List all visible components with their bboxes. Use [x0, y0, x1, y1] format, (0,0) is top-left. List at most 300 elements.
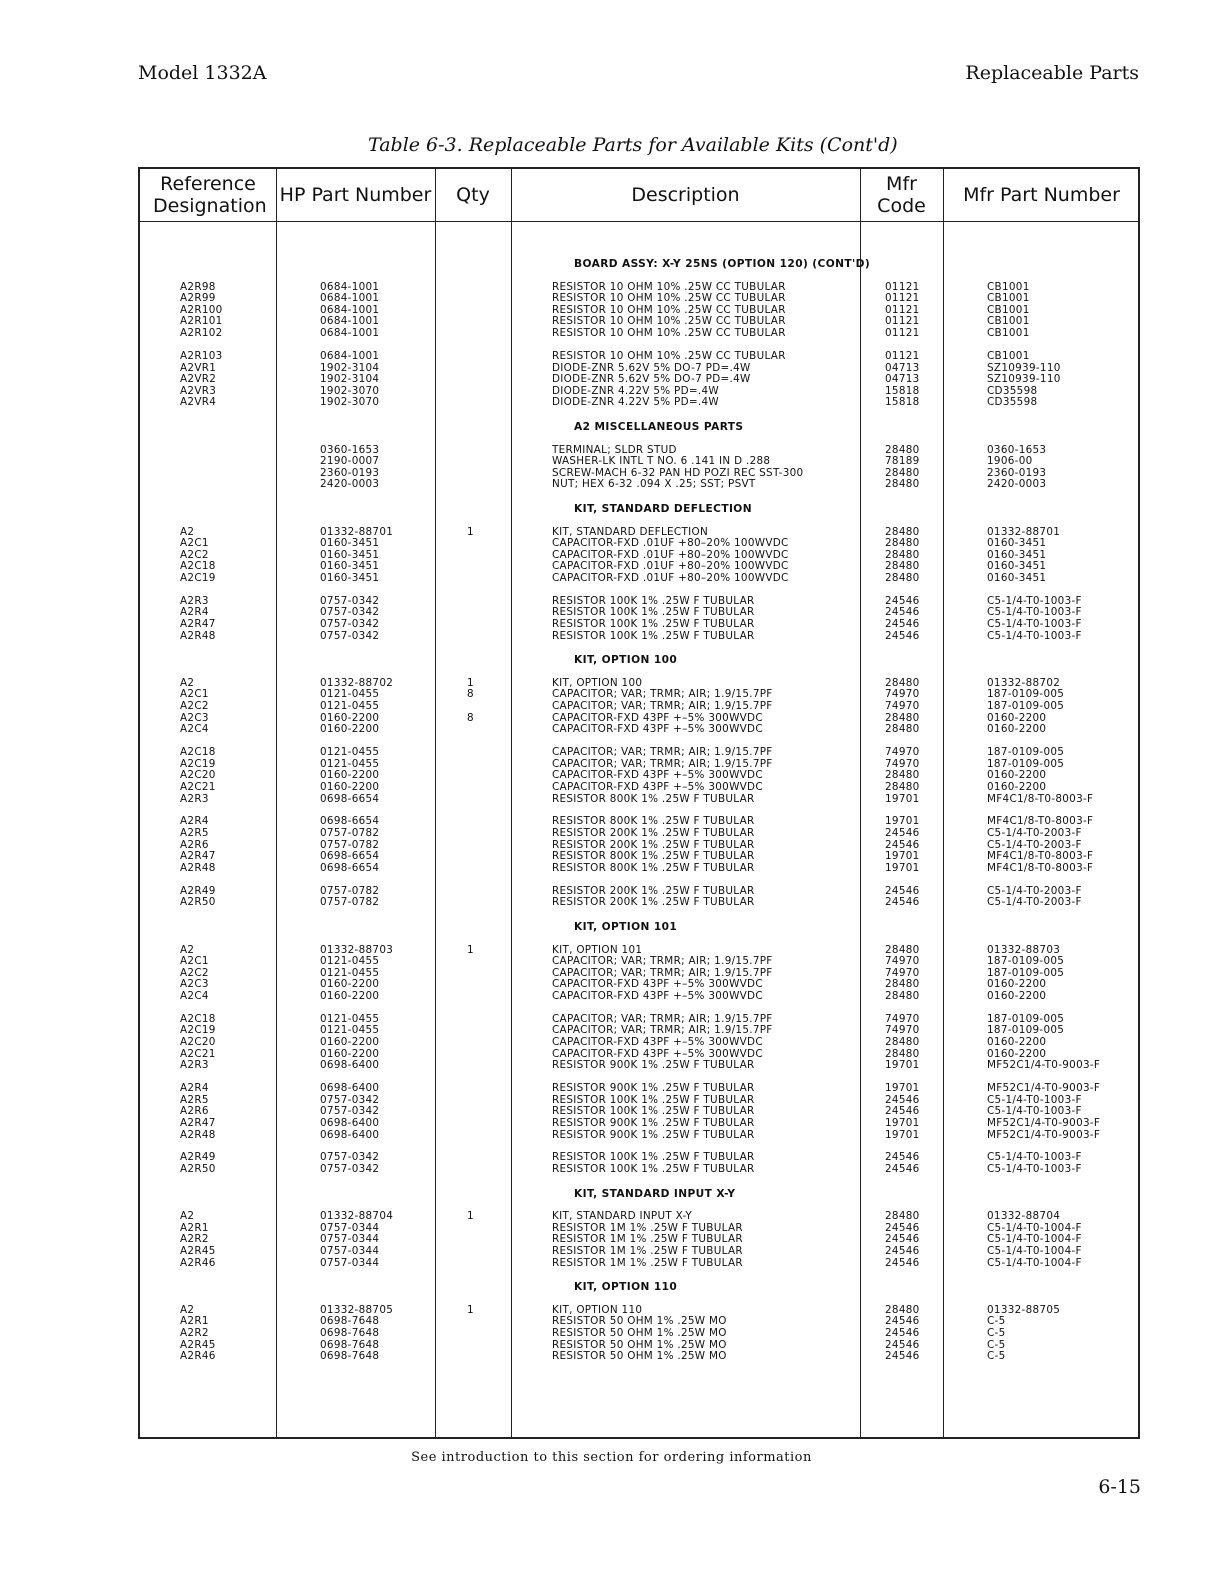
ref-cell: A2R47 — [180, 850, 216, 863]
ref-cell: A2R4 — [180, 606, 209, 619]
table-row — [140, 747, 1142, 759]
hp-part-cell: 0160-3451 — [320, 548, 380, 561]
mfr-code-cell: 04713 — [885, 373, 920, 386]
hp-part-cell: 0757-0344 — [320, 1221, 380, 1234]
mfr-code-cell: 74970 — [885, 966, 920, 979]
page-number: 6-15 — [1098, 1476, 1141, 1498]
description-cell: CAPACITOR-FXD 43PF +–5% 300WVDC — [552, 723, 763, 736]
ref-cell: A2R48 — [180, 629, 216, 642]
mfr-part-cell: 01332-88705 — [987, 1303, 1061, 1316]
description-cell: CAPACITOR-FXD .01UF +80–20% 100WVDC — [552, 560, 789, 573]
hp-part-cell: 0698-7648 — [320, 1315, 380, 1328]
mfr-part-cell: C-5 — [987, 1315, 1006, 1328]
column-header-reference: Reference Designation — [153, 173, 267, 217]
table-row — [140, 1164, 1142, 1176]
hp-part-cell: 0698-6400 — [320, 1082, 380, 1095]
mfr-part-cell: C5-1/4-T0-2003-F — [987, 838, 1082, 851]
mfr-part-cell: 01332-88702 — [987, 676, 1061, 689]
mfr-part-cell: 187-0109-005 — [987, 955, 1065, 968]
mfr-part-cell: CB1001 — [987, 315, 1030, 328]
hp-part-cell: 01332-88705 — [320, 1303, 394, 1316]
hp-part-cell: 0160-2200 — [320, 723, 380, 736]
hp-part-cell: 0121-0455 — [320, 688, 380, 701]
mfr-part-cell: 187-0109-005 — [987, 966, 1065, 979]
mfr-part-cell: 0160-2200 — [987, 780, 1047, 793]
mfr-code-cell: 01121 — [885, 349, 920, 362]
parts-table — [138, 167, 1140, 1439]
description-cell: RESISTOR 200K 1% .25W F TUBULAR — [552, 827, 755, 839]
mfr-part-cell: C-5 — [987, 1350, 1006, 1363]
hp-part-cell: 0160-3451 — [320, 571, 380, 584]
mfr-part-cell: CD35598 — [987, 396, 1038, 409]
mfr-code-cell: 28480 — [885, 560, 920, 573]
description-cell: RESISTOR 10 OHM 10% .25W CC TUBULAR — [552, 315, 786, 328]
hp-part-cell: 0757-0344 — [320, 1256, 380, 1269]
table-title: Table 6-3. Replaceable Parts for Available Kits (Cont'd) — [368, 134, 898, 156]
description-cell: RESISTOR 1M 1% .25W F TUBULAR — [552, 1245, 743, 1257]
ref-cell: A2R3 — [180, 594, 209, 607]
ordering-footnote: See introduction to this section for ordering information — [411, 1450, 812, 1465]
mfr-code-cell: 74970 — [885, 700, 920, 712]
hp-part-cell: 0160-2200 — [320, 711, 380, 724]
ref-cell: A2VR1 — [180, 361, 217, 374]
ref-cell: A2R46 — [180, 1256, 216, 1269]
ref-cell: A2C18 — [180, 560, 216, 573]
mfr-part-cell: C5-1/4-T0-1003-F — [987, 618, 1082, 630]
mfr-code-cell: 24546 — [885, 1327, 920, 1339]
description-cell: KIT, STANDARD INPUT X-Y — [552, 1210, 693, 1223]
ref-cell: A2R50 — [180, 1163, 216, 1175]
mfr-part-cell: SZ10939-110 — [987, 361, 1061, 374]
hp-part-cell: 0757-0342 — [320, 1093, 380, 1106]
mfr-part-cell: 0160-3451 — [987, 548, 1047, 561]
description-cell: KIT, OPTION 101 — [552, 943, 643, 956]
description-cell: RESISTOR 200K 1% .25W F TUBULAR — [552, 896, 755, 909]
hp-part-cell: 0160-3451 — [320, 537, 380, 550]
section-heading: A2 MISCELLANEOUS PARTS — [574, 420, 744, 433]
description-cell: RESISTOR 50 OHM 1% .25W MO — [552, 1327, 727, 1339]
hp-part-cell: 2420-0003 — [320, 478, 380, 491]
description-cell: CAPACITOR-FXD .01UF +80–20% 100WVDC — [552, 548, 789, 561]
mfr-code-cell: 24546 — [885, 606, 920, 619]
mfr-code-cell: 24546 — [885, 1093, 920, 1106]
mfr-code-cell: 19701 — [885, 861, 920, 874]
mfr-code-cell: 01121 — [885, 303, 920, 316]
ref-cell: A2R49 — [180, 1151, 216, 1164]
mfr-code-cell: 24546 — [885, 618, 920, 630]
hp-part-cell: 01332-88701 — [320, 525, 394, 538]
mfr-code-cell: 24546 — [885, 1245, 920, 1257]
description-cell: DIODE-ZNR 4.22V 5% PD=.4W — [552, 396, 719, 409]
description-cell: RESISTOR 10 OHM 10% .25W CC TUBULAR — [552, 327, 786, 339]
mfr-part-cell: C5-1/4-T0-1004-F — [987, 1256, 1082, 1269]
mfr-part-cell: 0160-2200 — [987, 1036, 1047, 1048]
hp-part-cell: 0698-6654 — [320, 792, 380, 805]
column-header-mfr-part-number: Mfr Part Number — [963, 184, 1120, 206]
ref-cell: A2C18 — [180, 1012, 216, 1025]
mfr-part-cell: C5-1/4-T0-1003-F — [987, 629, 1082, 642]
mfr-code-cell: 19701 — [885, 1128, 920, 1141]
table-row — [140, 1083, 1142, 1095]
mfr-part-cell: C5-1/4-T0-1003-F — [987, 594, 1082, 607]
mfr-code-cell: 24546 — [885, 884, 920, 897]
mfr-code-cell: 28480 — [885, 1210, 920, 1223]
description-cell: RESISTOR 100K 1% .25W F TUBULAR — [552, 1093, 755, 1106]
hp-part-cell: 0698-6654 — [320, 861, 380, 874]
description-cell: RESISTOR 100K 1% .25W F TUBULAR — [552, 629, 755, 642]
mfr-part-cell: 187-0109-005 — [987, 746, 1065, 759]
mfr-code-cell: 28480 — [885, 780, 920, 793]
hp-part-cell: 0684-1001 — [320, 280, 380, 293]
mfr-part-cell: C5-1/4-T0-2003-F — [987, 884, 1082, 897]
table-row — [140, 1037, 1142, 1049]
mfr-code-cell: 28480 — [885, 769, 920, 782]
mfr-code-cell: 24546 — [885, 594, 920, 607]
hp-part-cell: 0121-0455 — [320, 966, 380, 979]
mfr-part-cell: C5-1/4-T0-1004-F — [987, 1233, 1082, 1246]
mfr-part-cell: C5-1/4-T0-1003-F — [987, 1105, 1082, 1118]
column-header-description: Description — [631, 184, 740, 206]
mfr-code-cell: 28480 — [885, 711, 920, 724]
hp-part-cell: 0121-0455 — [320, 1024, 380, 1037]
description-cell: RESISTOR 10 OHM 10% .25W CC TUBULAR — [552, 292, 786, 305]
table-row — [140, 1118, 1142, 1130]
mfr-part-cell: 0160-2200 — [987, 989, 1047, 1002]
ref-cell: A2C2 — [180, 548, 209, 561]
hp-part-cell: 0757-0342 — [320, 1105, 380, 1118]
mfr-code-cell: 19701 — [885, 1116, 920, 1129]
mfr-part-cell: 0160-2200 — [987, 723, 1047, 736]
hp-part-cell: 0160-2200 — [320, 780, 380, 793]
mfr-part-cell: C5-1/4-T0-2003-F — [987, 896, 1082, 909]
hp-part-cell: 0757-0342 — [320, 629, 380, 642]
table-row — [140, 397, 1142, 409]
ref-cell: A2R98 — [180, 280, 216, 293]
hp-part-cell: 0684-1001 — [320, 349, 380, 362]
hp-part-cell: 01332-88704 — [320, 1210, 394, 1223]
mfr-code-cell: 74970 — [885, 757, 920, 770]
mfr-code-cell: 28480 — [885, 466, 920, 479]
mfr-code-cell: 28480 — [885, 548, 920, 561]
hp-part-cell: 0757-0342 — [320, 1151, 380, 1164]
ref-cell: A2R3 — [180, 1059, 209, 1072]
hp-part-cell: 0160-3451 — [320, 560, 380, 573]
mfr-code-cell: 19701 — [885, 815, 920, 828]
table-row — [140, 794, 1142, 806]
mfr-code-cell: 19701 — [885, 1059, 920, 1072]
mfr-part-cell: MF4C1/8-T0-8003-F — [987, 815, 1094, 828]
mfr-part-cell: 187-0109-005 — [987, 1024, 1065, 1037]
mfr-code-cell: 24546 — [885, 896, 920, 909]
mfr-part-cell: 0160-3451 — [987, 571, 1047, 584]
ref-cell: A2R4 — [180, 815, 209, 828]
hp-part-cell: 0757-0782 — [320, 896, 380, 909]
mfr-code-cell: 24546 — [885, 629, 920, 642]
hp-part-cell: 0121-0455 — [320, 955, 380, 968]
section-heading: KIT, OPTION 100 — [574, 654, 678, 667]
mfr-code-cell: 28480 — [885, 478, 920, 491]
mfr-code-cell: 28480 — [885, 443, 920, 456]
mfr-part-cell: 0160-2200 — [987, 711, 1047, 724]
mfr-code-cell: 24546 — [885, 1221, 920, 1234]
description-cell: CAPACITOR; VAR; TRMR; AIR; 1.9/15.7PF — [552, 688, 773, 701]
ref-cell: A2R101 — [180, 315, 223, 328]
table-row — [140, 828, 1142, 840]
table-row — [140, 863, 1142, 875]
mfr-code-cell: 24546 — [885, 1151, 920, 1164]
ref-cell: A2R4 — [180, 1082, 209, 1095]
description-cell: KIT, STANDARD DEFLECTION — [552, 525, 709, 538]
mfr-part-cell: 0160-2200 — [987, 978, 1047, 991]
ref-cell: A2R1 — [180, 1315, 209, 1328]
hp-part-cell: 0757-0344 — [320, 1245, 380, 1257]
mfr-part-cell: 0360-1653 — [987, 443, 1047, 456]
mfr-part-cell: C5-1/4-T0-1003-F — [987, 1093, 1082, 1106]
description-cell: CAPACITOR; VAR; TRMR; AIR; 1.9/15.7PF — [552, 746, 773, 759]
mfr-code-cell: 28480 — [885, 1303, 920, 1316]
ref-cell: A2R99 — [180, 292, 216, 305]
description-cell: CAPACITOR-FXD 43PF +–5% 300WVDC — [552, 1036, 763, 1048]
table-row — [140, 991, 1142, 1003]
mfr-code-cell: 24546 — [885, 1105, 920, 1118]
qty-cell: 1 — [467, 1303, 474, 1316]
ref-cell: A2R46 — [180, 1350, 216, 1363]
table-row — [140, 374, 1142, 386]
mfr-code-cell: 74970 — [885, 688, 920, 701]
mfr-part-cell: CB1001 — [987, 280, 1030, 293]
hp-part-cell: 0698-6654 — [320, 850, 380, 863]
ref-cell: A2C20 — [180, 769, 216, 782]
ref-cell: A2R49 — [180, 884, 216, 897]
mfr-part-cell: 187-0109-005 — [987, 757, 1065, 770]
mfr-code-cell: 19701 — [885, 1082, 920, 1095]
ref-cell: A2R5 — [180, 1093, 209, 1106]
mfr-code-cell: 01121 — [885, 280, 920, 293]
mfr-part-cell: C5-1/4-T0-2003-F — [987, 827, 1082, 839]
hp-part-cell: 0160-2200 — [320, 978, 380, 991]
description-cell: CAPACITOR-FXD 43PF +–5% 300WVDC — [552, 769, 763, 782]
description-cell: CAPACITOR-FXD 43PF +–5% 300WVDC — [552, 978, 763, 991]
mfr-part-cell: 01332-88701 — [987, 525, 1061, 538]
description-cell: RESISTOR 50 OHM 1% .25W MO — [552, 1338, 727, 1351]
table-row — [140, 1130, 1142, 1142]
description-cell: RESISTOR 1M 1% .25W F TUBULAR — [552, 1233, 743, 1246]
mfr-part-cell: C5-1/4-T0-1003-F — [987, 1151, 1082, 1164]
hp-part-cell: 0757-0782 — [320, 884, 380, 897]
description-cell: RESISTOR 1M 1% .25W F TUBULAR — [552, 1221, 743, 1234]
mfr-code-cell: 01121 — [885, 327, 920, 339]
mfr-code-cell: 28480 — [885, 943, 920, 956]
hp-part-cell: 0684-1001 — [320, 303, 380, 316]
section-heading: KIT, OPTION 101 — [574, 920, 678, 933]
mfr-part-cell: 0160-2200 — [987, 769, 1047, 782]
table-row — [140, 897, 1142, 909]
qty-cell: 8 — [467, 688, 474, 701]
mfr-code-cell: 74970 — [885, 1012, 920, 1025]
ref-cell: A2VR2 — [180, 373, 217, 386]
description-cell: RESISTOR 100K 1% .25W F TUBULAR — [552, 618, 755, 630]
mfr-code-cell: 24546 — [885, 1256, 920, 1269]
ref-cell: A2R103 — [180, 349, 223, 362]
mfr-part-cell: 0160-2200 — [987, 1047, 1047, 1060]
mfr-code-cell: 19701 — [885, 850, 920, 863]
mfr-part-cell: C-5 — [987, 1327, 1006, 1339]
mfr-code-cell: 28480 — [885, 1036, 920, 1048]
mfr-part-cell: C5-1/4-T0-1003-F — [987, 1163, 1082, 1175]
description-cell: RESISTOR 100K 1% .25W F TUBULAR — [552, 606, 755, 619]
ref-cell: A2R1 — [180, 1221, 209, 1234]
description-cell: RESISTOR 800K 1% .25W F TUBULAR — [552, 792, 755, 805]
hp-part-cell: 0757-0342 — [320, 606, 380, 619]
description-cell: CAPACITOR-FXD .01UF +80–20% 100WVDC — [552, 571, 789, 584]
hp-part-cell: 0698-7648 — [320, 1327, 380, 1339]
mfr-code-cell: 74970 — [885, 1024, 920, 1037]
mfr-part-cell: CD35598 — [987, 384, 1038, 397]
mfr-code-cell: 28480 — [885, 676, 920, 689]
description-cell: RESISTOR 800K 1% .25W F TUBULAR — [552, 850, 755, 863]
table-row — [140, 479, 1142, 491]
hp-part-cell: 0684-1001 — [320, 292, 380, 305]
table-row — [140, 538, 1142, 550]
table-row — [140, 351, 1142, 363]
description-cell: DIODE-ZNR 5.62V 5% DO-7 PD=.4W — [552, 361, 751, 374]
mfr-code-cell: 24546 — [885, 838, 920, 851]
mfr-code-cell: 28480 — [885, 978, 920, 991]
ref-cell: A2C4 — [180, 989, 209, 1002]
ref-cell: A2C21 — [180, 780, 216, 793]
table-row — [140, 956, 1142, 968]
description-cell: TERMINAL; SLDR STUD — [552, 443, 677, 456]
ref-cell: A2C4 — [180, 723, 209, 736]
description-cell: RESISTOR 900K 1% .25W F TUBULAR — [552, 1059, 755, 1072]
ref-cell: A2C19 — [180, 757, 216, 770]
hp-part-cell: 0757-0782 — [320, 838, 380, 851]
ref-cell: A2R50 — [180, 896, 216, 909]
mfr-code-cell: 78189 — [885, 455, 920, 468]
ref-cell: A2R5 — [180, 827, 209, 839]
mfr-code-cell: 04713 — [885, 361, 920, 374]
ref-cell: A2R48 — [180, 1128, 216, 1141]
ref-cell: A2R102 — [180, 327, 223, 339]
hp-part-cell: 0121-0455 — [320, 1012, 380, 1025]
ref-cell: A2R47 — [180, 1116, 216, 1129]
table-row — [140, 328, 1142, 340]
description-cell: RESISTOR 800K 1% .25W F TUBULAR — [552, 815, 755, 828]
description-cell: RESISTOR 50 OHM 1% .25W MO — [552, 1350, 727, 1363]
ref-cell: A2C21 — [180, 1047, 216, 1060]
description-cell: CAPACITOR; VAR; TRMR; AIR; 1.9/15.7PF — [552, 955, 773, 968]
mfr-part-cell: 2420-0003 — [987, 478, 1047, 491]
mfr-part-cell: C5-1/4-T0-1004-F — [987, 1221, 1082, 1234]
mfr-part-cell: C5-1/4-T0-1003-F — [987, 606, 1082, 619]
description-cell: KIT, OPTION 110 — [552, 1303, 643, 1316]
mfr-part-cell: MF52C1/4-T0-9003-F — [987, 1116, 1101, 1129]
mfr-code-cell: 28480 — [885, 723, 920, 736]
mfr-part-cell: CB1001 — [987, 292, 1030, 305]
description-cell: CAPACITOR; VAR; TRMR; AIR; 1.9/15.7PF — [552, 1024, 773, 1037]
mfr-part-cell: MF4C1/8-T0-8003-F — [987, 792, 1094, 805]
page-header-model: Model 1332A — [138, 62, 267, 84]
hp-part-cell: 0684-1001 — [320, 327, 380, 339]
table-row — [140, 456, 1142, 468]
mfr-part-cell: MF52C1/4-T0-9003-F — [987, 1128, 1101, 1141]
mfr-code-cell: 19701 — [885, 792, 920, 805]
mfr-code-cell: 74970 — [885, 955, 920, 968]
mfr-part-cell: 2360-0193 — [987, 466, 1047, 479]
mfr-part-cell: CB1001 — [987, 349, 1030, 362]
hp-part-cell: 0698-6400 — [320, 1116, 380, 1129]
column-header-hp-part-number: HP Part Number — [279, 184, 432, 206]
table-row — [140, 1258, 1142, 1270]
qty-cell: 1 — [467, 676, 474, 689]
description-cell: DIODE-ZNR 5.62V 5% DO-7 PD=.4W — [552, 373, 751, 386]
ref-cell: A2C3 — [180, 711, 209, 724]
table-row — [140, 631, 1142, 643]
ref-cell: A2VR4 — [180, 396, 217, 409]
ref-cell: A2R6 — [180, 1105, 209, 1118]
description-cell: RESISTOR 10 OHM 10% .25W CC TUBULAR — [552, 349, 786, 362]
hp-part-cell: 01332-88702 — [320, 676, 394, 689]
description-cell: RESISTOR 800K 1% .25W F TUBULAR — [552, 861, 755, 874]
hp-part-cell: 0160-2200 — [320, 1036, 380, 1048]
mfr-code-cell: 28480 — [885, 1047, 920, 1060]
section-heading: KIT, OPTION 110 — [574, 1281, 678, 1294]
column-header-mfr-code: Mfr Code — [877, 173, 926, 217]
table-row — [140, 782, 1142, 794]
hp-part-cell: 0160-2200 — [320, 769, 380, 782]
mfr-code-cell: 24546 — [885, 1315, 920, 1328]
ref-cell: A2R2 — [180, 1233, 209, 1246]
description-cell: CAPACITOR; VAR; TRMR; AIR; 1.9/15.7PF — [552, 1012, 773, 1025]
mfr-code-cell: 01121 — [885, 315, 920, 328]
mfr-code-cell: 24546 — [885, 1350, 920, 1363]
ref-cell: A2R45 — [180, 1245, 216, 1257]
description-cell: RESISTOR 900K 1% .25W F TUBULAR — [552, 1116, 755, 1129]
mfr-part-cell: 0160-3451 — [987, 560, 1047, 573]
ref-cell: A2C1 — [180, 537, 209, 550]
hp-part-cell: 0698-6400 — [320, 1059, 380, 1072]
mfr-part-cell: 1906-00 — [987, 455, 1033, 468]
description-cell: CAPACITOR; VAR; TRMR; AIR; 1.9/15.7PF — [552, 700, 773, 712]
description-cell: CAPACITOR-FXD 43PF +–5% 300WVDC — [552, 711, 763, 724]
hp-part-cell: 0684-1001 — [320, 315, 380, 328]
hp-part-cell: 0757-0782 — [320, 827, 380, 839]
hp-part-cell: 0160-2200 — [320, 1047, 380, 1060]
mfr-code-cell: 24546 — [885, 827, 920, 839]
hp-part-cell: 0121-0455 — [320, 700, 380, 712]
description-cell: RESISTOR 1M 1% .25W F TUBULAR — [552, 1256, 743, 1269]
qty-cell: 8 — [467, 711, 474, 724]
mfr-part-cell: MF52C1/4-T0-9003-F — [987, 1059, 1101, 1072]
table-row — [140, 1060, 1142, 1072]
description-cell: RESISTOR 900K 1% .25W F TUBULAR — [552, 1128, 755, 1141]
mfr-part-cell: MF4C1/8-T0-8003-F — [987, 861, 1094, 874]
ref-cell: A2 — [180, 1210, 195, 1223]
qty-cell: 1 — [467, 1210, 474, 1223]
hp-part-cell: 0698-7648 — [320, 1350, 380, 1363]
description-cell: CAPACITOR; VAR; TRMR; AIR; 1.9/15.7PF — [552, 757, 773, 770]
section-heading: KIT, STANDARD DEFLECTION — [574, 502, 752, 515]
hp-part-cell: 2190-0007 — [320, 455, 380, 468]
description-cell: RESISTOR 200K 1% .25W F TUBULAR — [552, 884, 755, 897]
mfr-code-cell: 15818 — [885, 384, 920, 397]
description-cell: RESISTOR 10 OHM 10% .25W CC TUBULAR — [552, 280, 786, 293]
hp-part-cell: 0698-7648 — [320, 1338, 380, 1351]
hp-part-cell: 01332-88703 — [320, 943, 394, 956]
table-row — [140, 701, 1142, 713]
hp-part-cell: 0160-2200 — [320, 989, 380, 1002]
description-cell: CAPACITOR-FXD .01UF +80–20% 100WVDC — [552, 537, 789, 550]
